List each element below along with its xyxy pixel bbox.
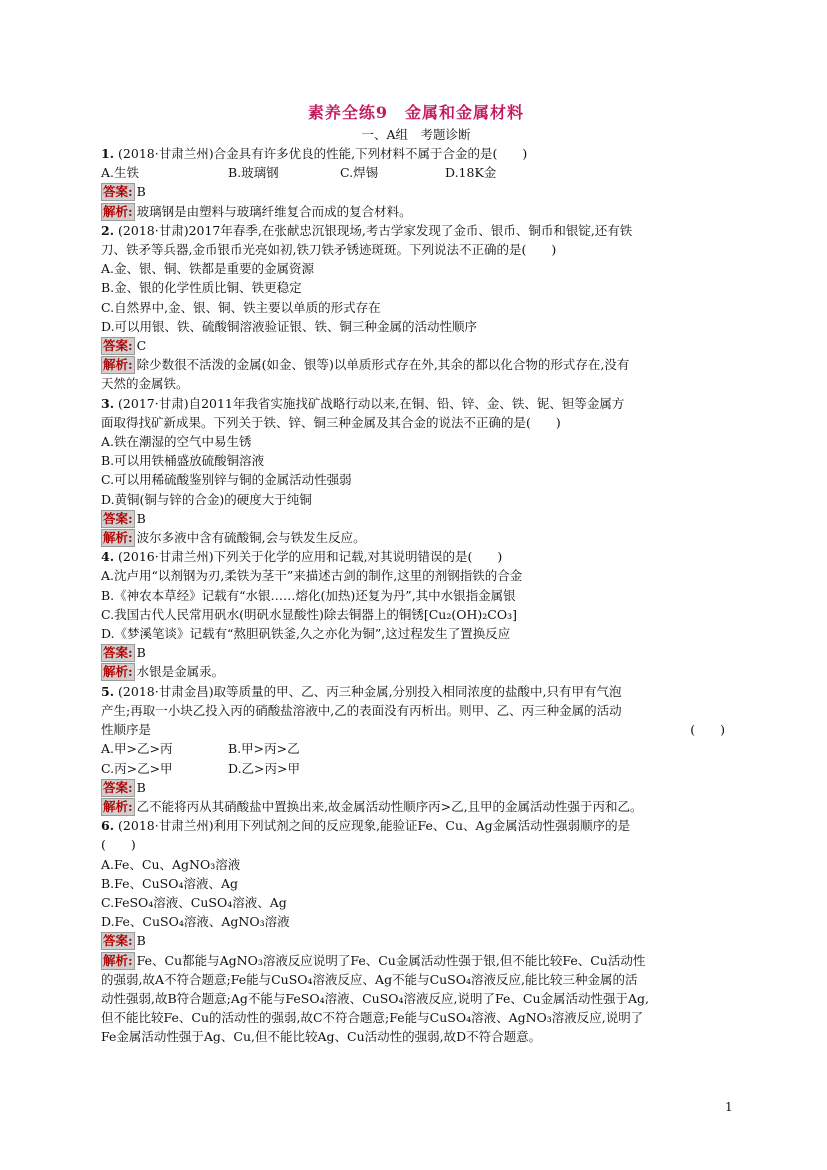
question-stem-cont: 产生;再取一小块乙投入丙的硝酸盐溶液中,乙的表面没有丙析出。则甲、乙、丙三种金属的活动 [101, 702, 622, 718]
option-a: A.生铁 [101, 165, 140, 181]
option-c: C.FeSO₄溶液、CuSO₄溶液、Ag [101, 894, 287, 910]
question-1 [101, 144, 731, 221]
explanation-text: Fe、Cu都能与AgNO₃溶液反应说明了Fe、Cu金属活动性强于银,但不能比较Fe、Cu活动性 [136, 952, 646, 968]
answer-tag: 答案: [103, 184, 133, 200]
question-stem: (2018·甘肃兰州)合金具有许多优良的性能,下列材料不属于合金的是( ) [114, 146, 528, 161]
option-d: D.黄铜(铜与锌的合金)的硬度大于纯铜 [101, 491, 312, 507]
question-6 [101, 816, 731, 1046]
answer-tag: 答案: [103, 645, 133, 661]
question-3 [101, 394, 731, 548]
explain-tag: 解析: [103, 664, 133, 680]
question-number: 5. [101, 683, 115, 699]
explanation-text: 乙不能将丙从其硝酸盐中置换出来,故金属活动性顺序丙>乙,且甲的金属活动性强于丙和乙。 [136, 798, 643, 814]
question-stem: (2018·甘肃金昌)取等质量的甲、乙、丙三种金属,分别投入相同浓度的盐酸中,只有甲有气泡 [114, 683, 622, 699]
question-number: 4. [101, 549, 115, 565]
question-2 [101, 221, 731, 394]
option-b: B.Fe、CuSO₄溶液、Ag [101, 875, 239, 891]
explain-tag: 解析: [103, 530, 133, 546]
explanation-text-cont: 但不能比较Fe、Cu的活动性的强弱,故C不符合题意;Fe能与CuSO₄溶液、AgNO₃溶液反应,说明了 [101, 1010, 644, 1026]
question-stem: (2018·甘肃兰州)利用下列试剂之间的反应现象,能验证Fe、Cu、Ag金属活动性强弱顺序的是 [114, 818, 631, 834]
option-d: D.《梦溪笔谈》记载有“熬胆矾铁釜,久之亦化为铜”,这过程发生了置换反应 [101, 626, 511, 642]
answer-tag: 答案: [103, 933, 133, 949]
question-stem-cont: 性顺序是 [101, 722, 152, 738]
explanation-text: 水银是金属汞。 [136, 664, 225, 680]
answer-tag: 答案: [103, 510, 133, 526]
explanation-text-cont: 动性强弱,故B符合题意;Ag不能与FeSO₄溶液、CuSO₄溶液反应,说明了Fe、Cu金属活动性强于Ag, [101, 990, 650, 1006]
explanation-text: 玻璃钢是由塑料与玻璃纤维复合而成的复合材料。 [136, 203, 412, 219]
question-4 [101, 547, 731, 681]
explain-tag: 解析: [103, 952, 133, 968]
option-b: B.《神农本草经》记载有“水银……熔化(加热)还复为丹”,其中水银指金属银 [101, 587, 516, 603]
option-c: C.我国古代人民常用矾水(明矾水显酸性)除去铜器上的铜锈[Cu₂(OH)₂CO₃] [101, 606, 517, 622]
option-b: B.可以用铁桶盛放硫酸铜溶液 [101, 453, 265, 469]
option-c: C.可以用稀硫酸鉴别锌与铜的金属活动性强弱 [101, 472, 352, 488]
question-stem: (2016·甘肃兰州)下列关于化学的应用和记载,对其说明错误的是( ) [114, 549, 503, 565]
answer-value: B [136, 184, 146, 200]
explanation-text-cont: 的强弱,故A不符合题意;Fe能与CuSO₄溶液反应、Ag不能与CuSO₄溶液反应,能比较三种金属的活 [101, 971, 638, 987]
answer-value: B [136, 933, 146, 949]
answer-value: B [136, 510, 146, 526]
question-number: 2. [101, 222, 115, 238]
answer-blank: ( ) [690, 722, 725, 738]
answer-value: B [136, 779, 146, 795]
options [101, 163, 731, 182]
question-number: 1. [101, 146, 115, 161]
explanation-text-cont: 天然的金属铁。 [101, 376, 189, 392]
option-d: D.乙>丙>甲 [228, 760, 300, 776]
page-number: 1 [725, 1100, 733, 1114]
explain-tag: 解析: [103, 357, 133, 373]
option-b: B.玻璃钢 [228, 165, 279, 181]
explain-tag: 解析: [103, 203, 133, 219]
explanation-text-cont: Fe金属活动性强于Ag、Cu,但不能比较Ag、Cu活动性的强弱,故D不符合题意。 [101, 1029, 542, 1045]
option-b: B.甲>丙>乙 [228, 741, 300, 757]
options [101, 759, 731, 778]
section-heading: 一、A组 考题诊断 [361, 127, 471, 142]
option-b: B.金、银的化学性质比铜、铁更稳定 [101, 280, 302, 296]
option-a: A.金、银、铜、铁都是重要的金属资源 [101, 261, 315, 277]
option-d: D.可以用银、铁、硫酸铜溶液验证银、铁、铜三种金属的活动性顺序 [101, 318, 478, 334]
explanation-text: 波尔多液中含有硫酸铜,会与铁发生反应。 [136, 530, 366, 546]
answer-tag: 答案: [103, 779, 133, 795]
option-d: D.18K金 [445, 165, 497, 181]
explain-tag: 解析: [103, 798, 133, 814]
option-c: C.自然界中,金、银、铜、铁主要以单质的形式存在 [101, 299, 381, 315]
option-a: A.铁在潮湿的空气中易生锈 [101, 434, 252, 450]
question-number: 6. [101, 818, 115, 834]
question-stem: (2017·甘肃)自2011年我省实施找矿战略行动以来,在铜、铅、锌、金、铁、铌、钽等金属方 [114, 395, 625, 411]
option-a: A.Fe、Cu、AgNO₃溶液 [101, 856, 241, 872]
option-a: A.甲>乙>丙 [101, 741, 173, 757]
option-c: C.丙>乙>甲 [101, 760, 173, 776]
options [101, 739, 731, 758]
document-page [101, 100, 731, 1047]
question-stem-cont: 刀、铁矛等兵器,金币银币光亮如初,铁刀铁矛锈迹斑斑。下列说法不正确的是( ) [101, 242, 557, 258]
answer-tag: 答案: [103, 338, 133, 354]
question-stem: (2018·甘肃)2017年春季,在张献忠沉银现场,考古学家发现了金币、银币、铜币和银锭,还有铁 [114, 222, 633, 238]
question-number: 3. [101, 395, 115, 411]
option-c: C.焊锡 [340, 165, 379, 181]
explanation-text: 除少数很不活泼的金属(如金、银等)以单质形式存在外,其余的都以化合物的形式存在,没有 [136, 357, 630, 373]
option-a: A.沈卢用“以剂钢为刃,柔铁为茎干”来描述古剑的制作,这里的剂钢指铁的合金 [101, 568, 523, 584]
page-title: 素养全练9 金属和金属材料 [307, 103, 525, 122]
answer-value: C [136, 338, 147, 354]
question-5 [101, 682, 731, 816]
answer-blank: ( ) [101, 837, 136, 853]
answer-value: B [136, 645, 146, 661]
question-stem-cont: 面取得找矿新成果。下列关于铁、锌、铜三种金属及其合金的说法不正确的是( ) [101, 414, 561, 430]
option-d: D.Fe、CuSO₄溶液、AgNO₃溶液 [101, 914, 290, 930]
